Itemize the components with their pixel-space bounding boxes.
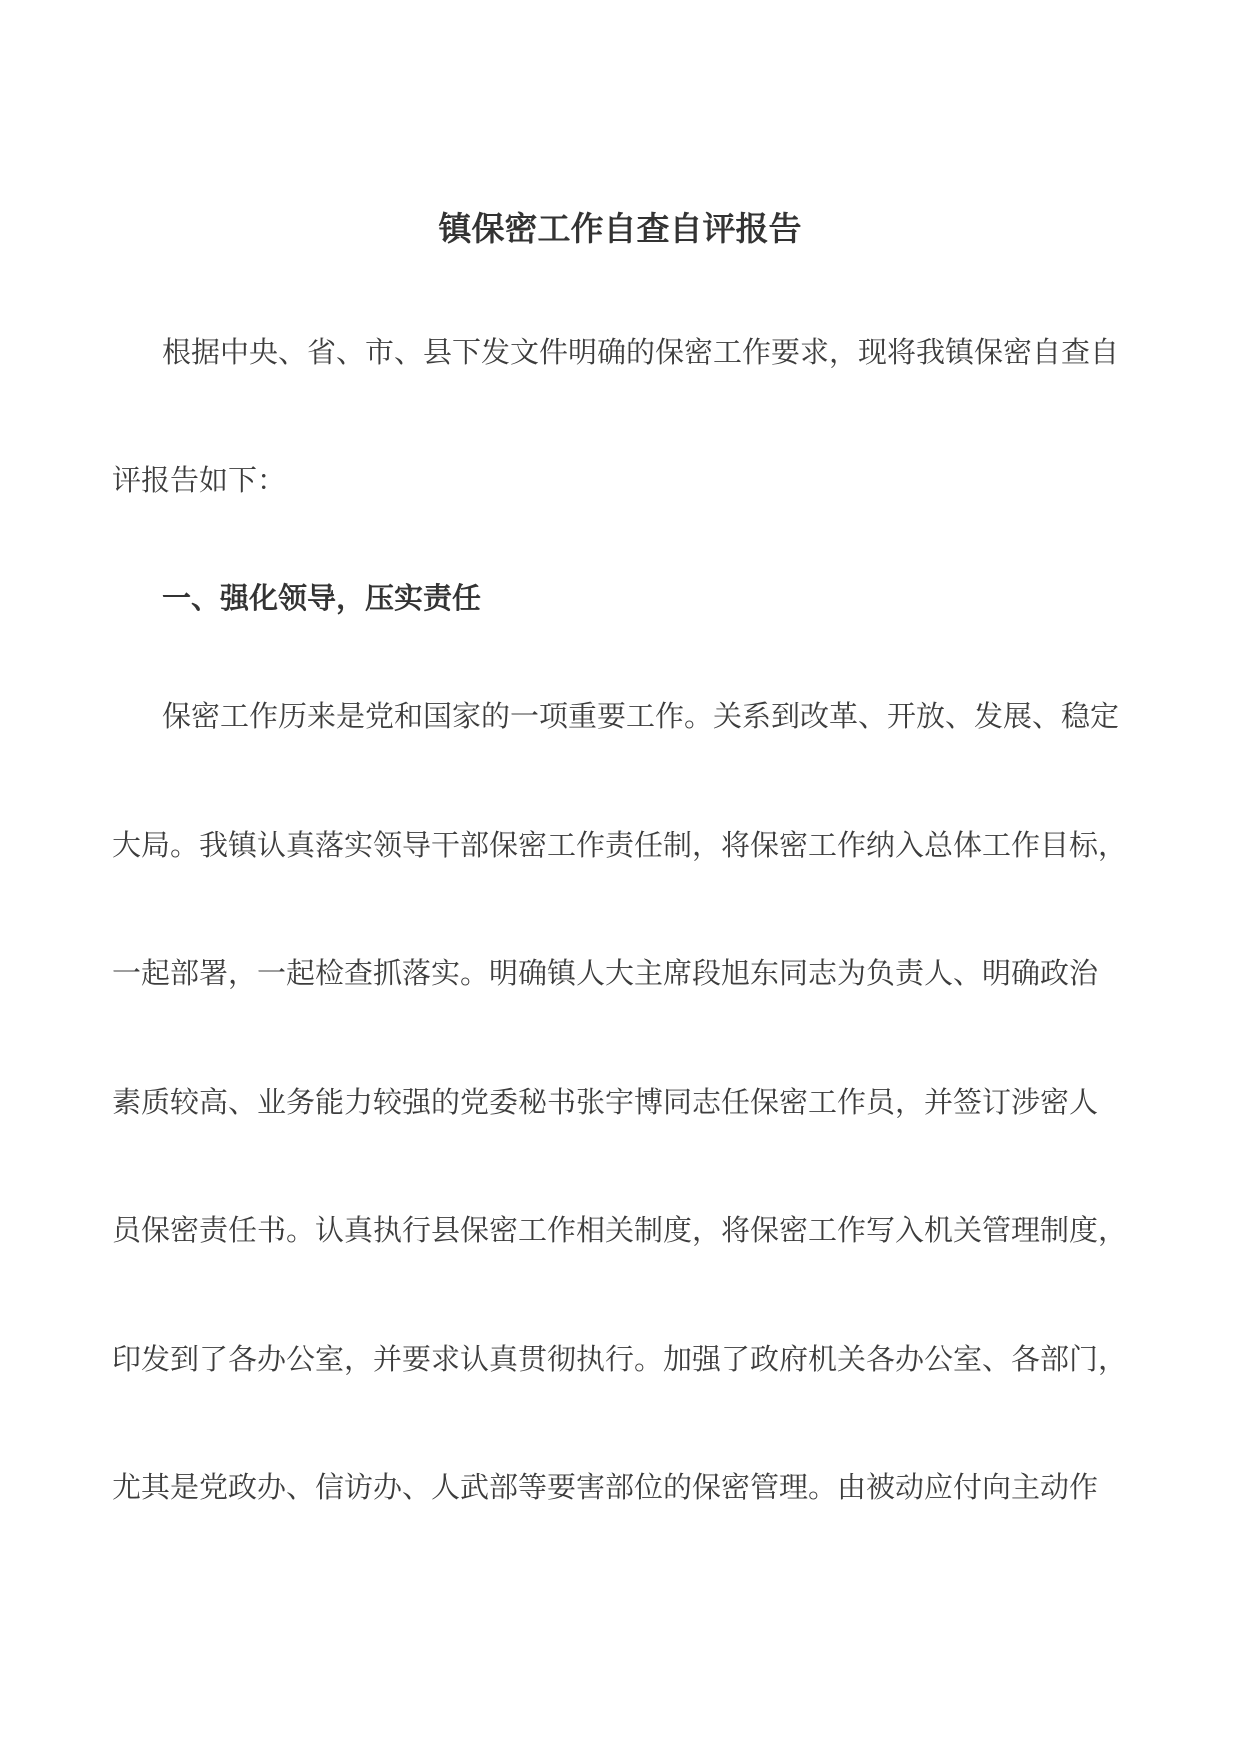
paragraph-line: 尤其是党政办、信访办、人武部等要害部位的保密管理。由被动应付向主动作: [112, 1470, 1099, 1504]
section-heading: 一、强化领导，压实责任: [162, 581, 482, 615]
paragraph-line: 素质较高、业务能力较强的党委秘书张宇博同志任保密工作员，并签订涉密人: [112, 1085, 1099, 1119]
paragraph-line: 印发到了各办公室，并要求认真贯彻执行。加强了政府机关各办公室、各部门，: [112, 1342, 1128, 1376]
document-title: 镇保密工作自查自评报告: [438, 209, 802, 248]
paragraph-line: 员保密责任书。认真执行县保密工作相关制度，将保密工作写入机关管理制度，: [112, 1213, 1128, 1247]
paragraph-line: 一起部署，一起检查抓落实。明确镇人大主席段旭东同志为负责人、明确政治: [112, 956, 1099, 990]
paragraph-line: 评报告如下：: [112, 463, 287, 497]
paragraph-line: 根据中央、省、市、县下发文件明确的保密工作要求，现将我镇保密自查自: [162, 335, 1120, 369]
paragraph-line: 保密工作历来是党和国家的一项重要工作。关系到改革、开放、发展、稳定: [162, 699, 1120, 733]
paragraph-line: 大局。我镇认真落实领导干部保密工作责任制，将保密工作纳入总体工作目标，: [112, 828, 1128, 862]
